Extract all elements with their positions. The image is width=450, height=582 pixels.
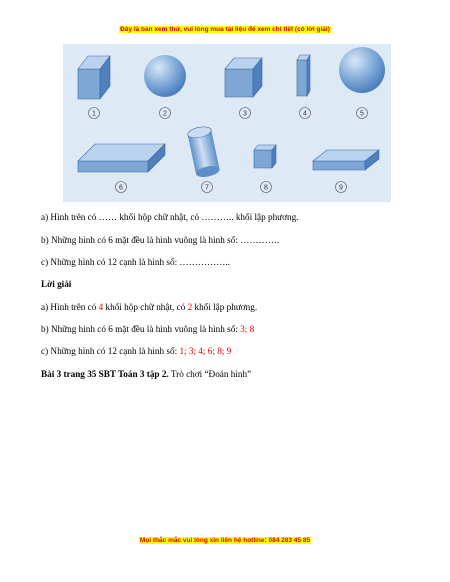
shape-5-sphere [339,47,385,93]
next-exercise-text: Trò chơi “Đoán hình” [168,369,252,379]
answer-b-value: 3; 8 [240,324,255,334]
question-c: c) Những hình có 12 cạnh là hình số: …………….. [41,257,230,267]
next-exercise [41,369,251,379]
hotline-notice-text: Mọi thắc mắc vui lòng xin liên hệ hotline: 084 283 45 85 [139,537,311,544]
hotline-notice-banner [0,537,450,544]
shape-number-label: 3 [243,110,247,118]
shapes-illustration [63,44,391,202]
shapes-figure [63,44,391,202]
next-exercise-title: Bài 3 trang 35 SBT Toán 3 tập 2. [41,369,169,379]
answer-b [41,324,254,334]
shape-number-label: 2 [163,110,167,118]
shape-number-label: 1 [92,110,96,118]
shape-2-sphere [144,55,186,97]
answer-a-value-2: 2 [187,302,193,312]
answer-a [41,302,257,312]
shape-3-cube [225,58,262,97]
preview-notice-text: Đây là bản xem thử, vui lòng mua tài liệu để xem chi tiết (có lời giải) [120,26,330,33]
answer-c-value: 1; 3; 4; 6; 8; 9 [179,346,232,356]
answer-c-label: c) Những hình có 12 cạnh là hình số: [41,346,180,356]
answer-a-text: khối lập phương. [192,302,258,312]
solution-heading: Lời giải [41,279,72,289]
shape-number-label: 6 [119,184,123,192]
answer-a-text: a) Hình trên có [41,302,99,312]
preview-notice-banner [0,26,450,33]
shape-8-cube [254,145,276,168]
shape-7-cylinder [187,125,221,179]
question-a: a) Hình trên có …… khối hộp chữ nhật, có ……….. khối lập phương. [41,212,299,222]
shape-6-rectangular-prism [78,144,165,172]
answer-c [41,346,231,356]
shape-number-label: 9 [339,184,343,192]
shape-4-rectangular-prism [297,55,310,96]
shape-9-rectangular-prism [313,150,379,170]
shape-number-label: 7 [205,184,209,192]
shape-number-label: 8 [264,184,268,192]
answer-a-value-1: 4 [98,302,104,312]
answer-b-label: b) Những hình có 6 mặt đều là hình vuông là hình số: [41,324,241,334]
shape-number-label: 4 [303,110,307,118]
question-b: b) Những hình có 6 mặt đều là hình vuông là hình số: …………. [41,235,280,245]
answer-a-text: khối hộp chữ nhật, có [103,302,188,312]
shape-1-rectangular-prism [78,56,110,99]
shape-number-label: 5 [360,110,364,118]
